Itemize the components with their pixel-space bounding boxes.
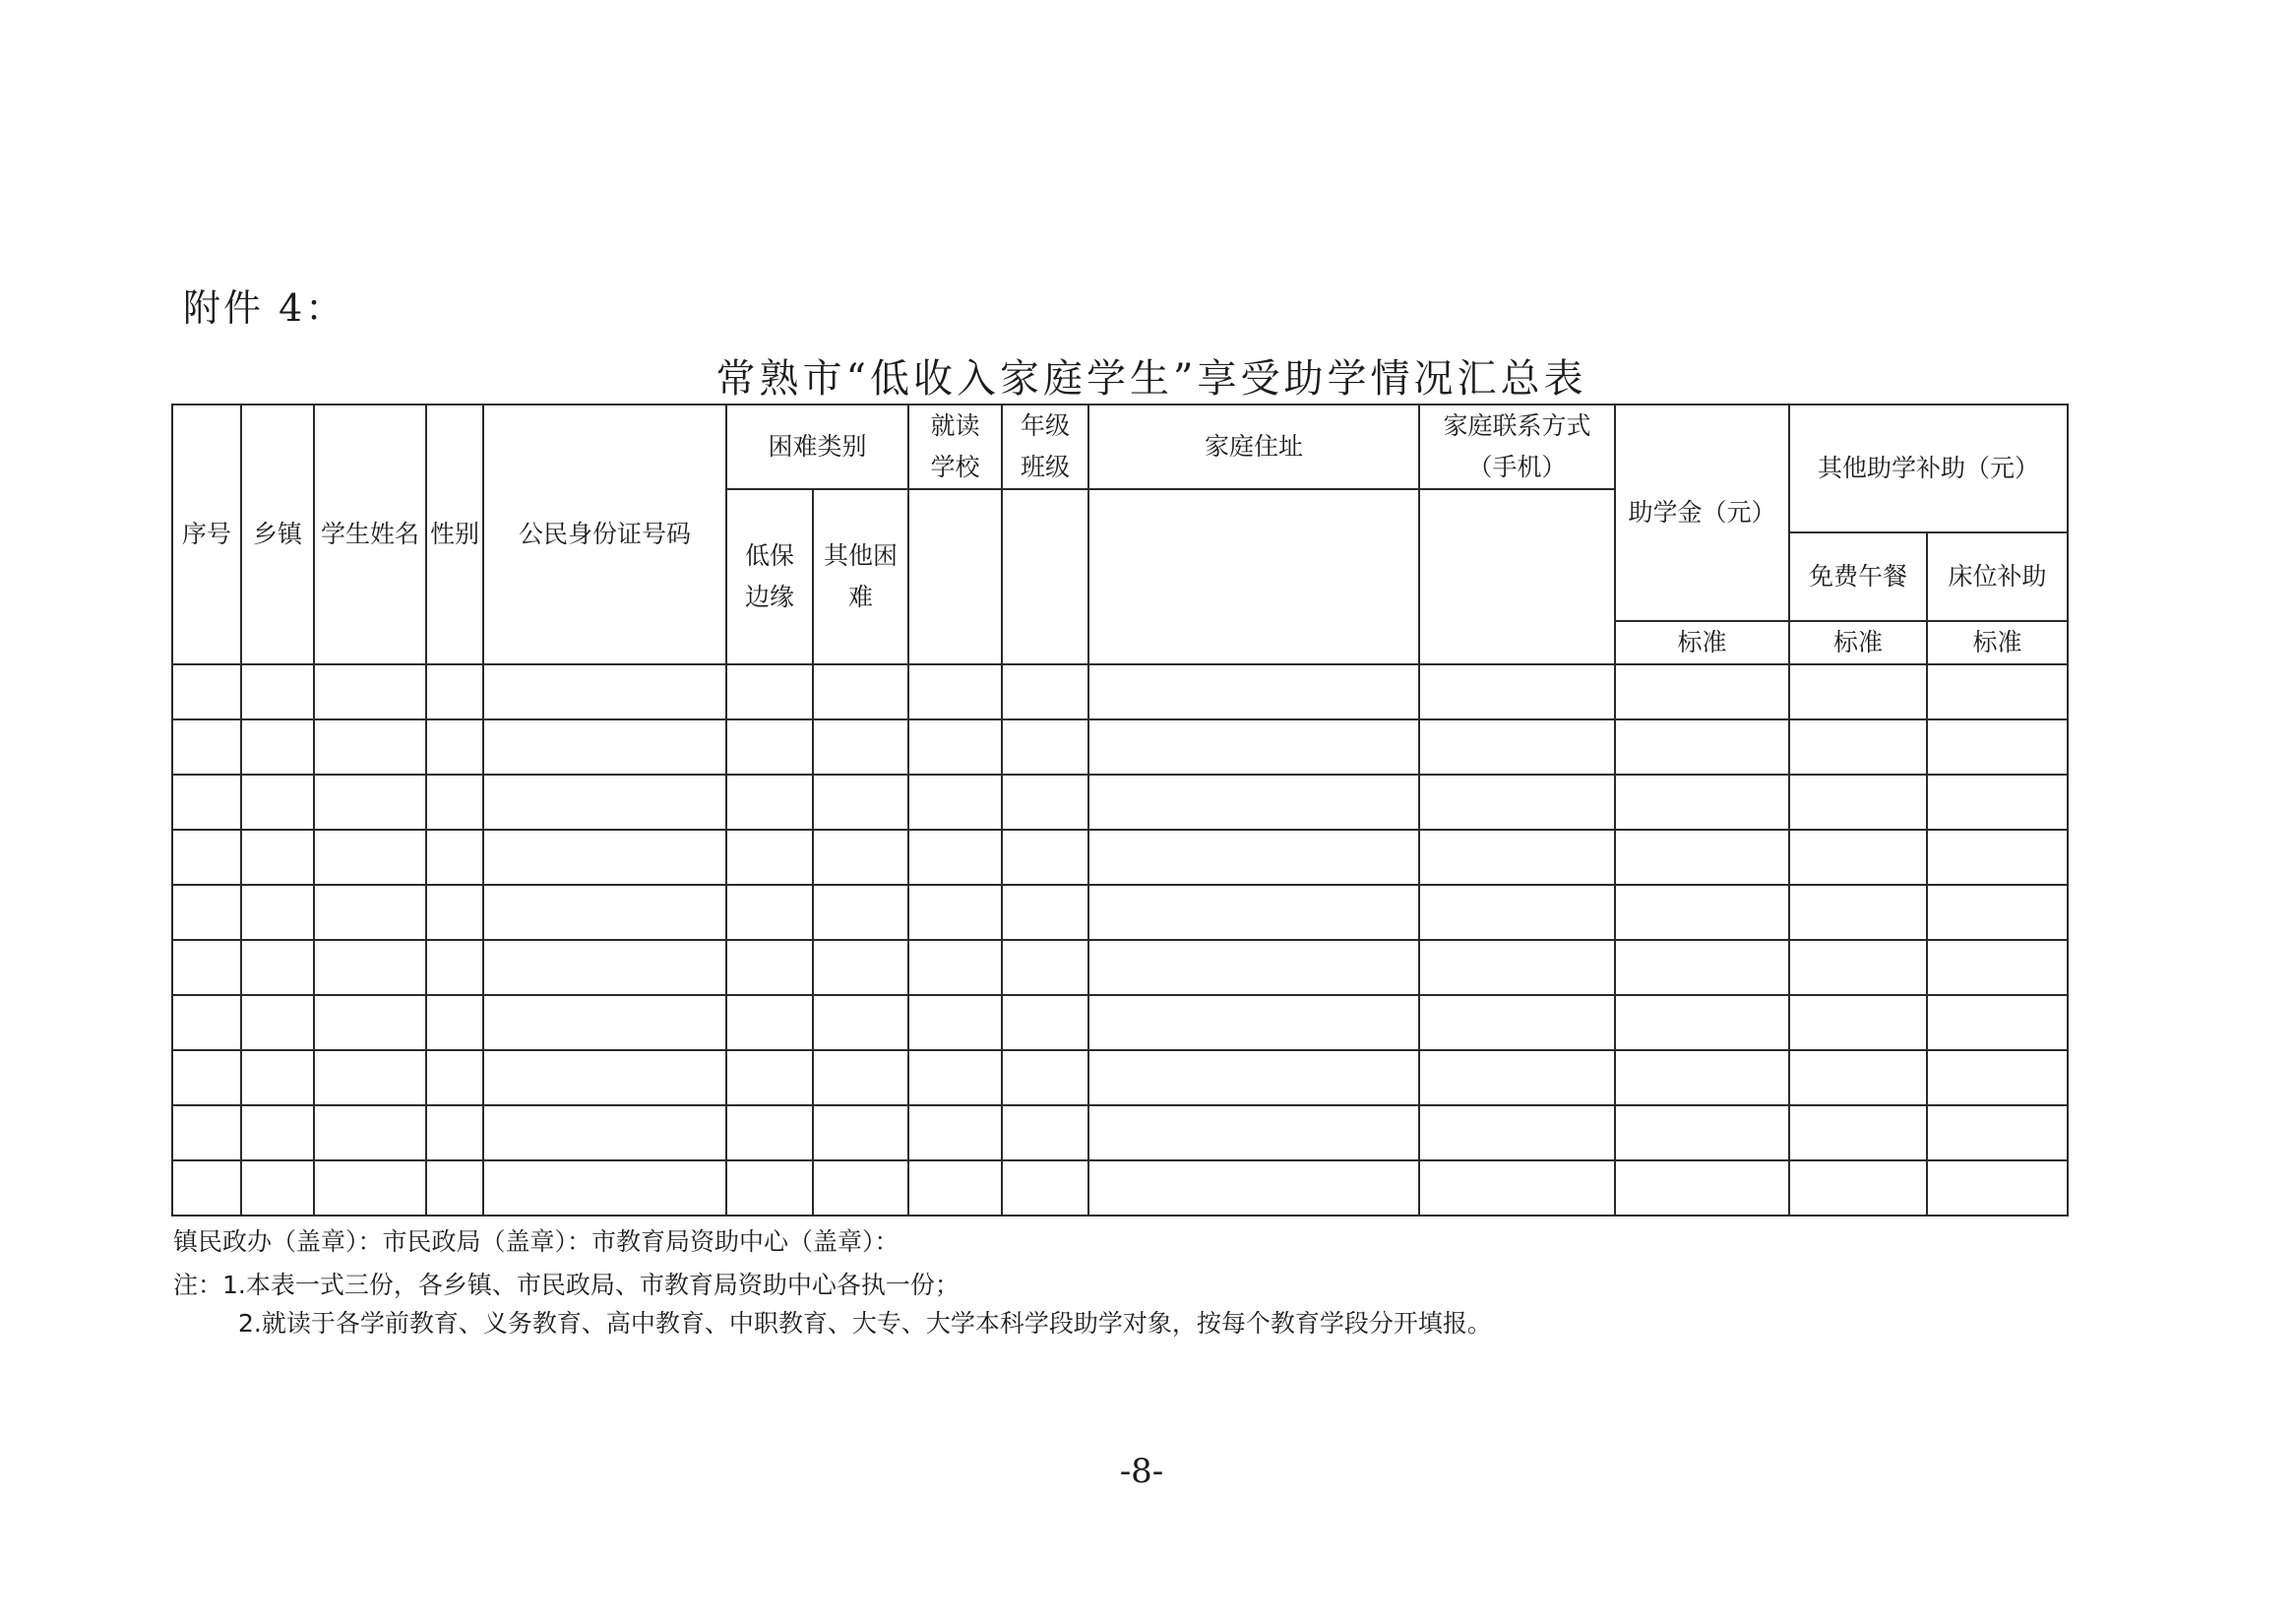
header-low-income-edge: 低保边缘 — [726, 489, 813, 664]
header-student-name: 学生姓名 — [314, 405, 426, 664]
table-cell[interactable] — [813, 1160, 908, 1216]
table-cell[interactable] — [726, 1160, 813, 1216]
table-cell[interactable] — [1002, 719, 1088, 775]
table-cell[interactable] — [1419, 664, 1615, 719]
table-cell[interactable] — [1789, 995, 1927, 1050]
table-cell[interactable] — [426, 830, 483, 885]
table-cell[interactable] — [172, 1105, 241, 1160]
table-cell[interactable] — [314, 1050, 426, 1105]
table-cell[interactable] — [1002, 940, 1088, 995]
table-cell[interactable] — [1419, 775, 1615, 830]
table-cell[interactable] — [1615, 1160, 1789, 1216]
table-cell[interactable] — [726, 830, 813, 885]
header-address-blank — [1088, 489, 1419, 664]
table-row — [172, 775, 2068, 830]
table-cell[interactable] — [1002, 1050, 1088, 1105]
table-cell[interactable] — [172, 719, 241, 775]
table-cell[interactable] — [483, 940, 726, 995]
table-cell[interactable] — [813, 1105, 908, 1160]
table-cell[interactable] — [1088, 1050, 1419, 1105]
table-cell[interactable] — [1927, 830, 2068, 885]
table-cell[interactable] — [314, 830, 426, 885]
table-cell[interactable] — [908, 940, 1002, 995]
header-grade-blank — [1002, 489, 1088, 664]
header-other-difficulty: 其他困难 — [813, 489, 908, 664]
table-cell[interactable] — [813, 775, 908, 830]
footer-note-2: 2.就读于各学前教育、义务教育、高中教育、中职教育、大专、大学本科学段助学对象，按每个教育学段分开填报。 — [238, 1309, 1492, 1338]
header-other-aid: 其他助学补助（元） — [1789, 405, 2068, 532]
table-cell[interactable] — [726, 1105, 813, 1160]
table-cell[interactable] — [483, 885, 726, 940]
header-seq: 序号 — [172, 405, 241, 664]
summary-table — [171, 404, 2069, 1216]
table-cell[interactable] — [1927, 664, 2068, 719]
header-bed-standard: 标准 — [1927, 621, 2068, 664]
table-cell[interactable] — [1615, 995, 1789, 1050]
table-cell[interactable] — [908, 1105, 1002, 1160]
table-cell[interactable] — [483, 719, 726, 775]
table-cell[interactable] — [1088, 719, 1419, 775]
table-cell[interactable] — [1002, 995, 1088, 1050]
table-cell[interactable] — [1789, 940, 1927, 995]
header-town: 乡镇 — [241, 405, 314, 664]
table-cell[interactable] — [483, 1050, 726, 1105]
table-cell[interactable] — [1088, 1105, 1419, 1160]
header-contact: 家庭联系方式（手机） — [1419, 405, 1615, 489]
header-gender: 性别 — [426, 405, 483, 664]
table-cell[interactable] — [1615, 775, 1789, 830]
table-row — [172, 1105, 2068, 1160]
table-cell[interactable] — [1088, 830, 1419, 885]
table-cell[interactable] — [483, 1105, 726, 1160]
table-cell[interactable] — [813, 885, 908, 940]
table-cell[interactable] — [172, 1160, 241, 1216]
table-cell[interactable] — [1419, 1160, 1615, 1216]
table-cell[interactable] — [241, 775, 314, 830]
table-cell[interactable] — [314, 775, 426, 830]
table-cell[interactable] — [1789, 885, 1927, 940]
table-cell[interactable] — [1615, 830, 1789, 885]
table-cell[interactable] — [241, 830, 314, 885]
table-row — [172, 940, 2068, 995]
table-cell[interactable] — [1002, 664, 1088, 719]
header-grant: 助学金（元） — [1615, 405, 1789, 621]
table-cell[interactable] — [172, 775, 241, 830]
table-cell[interactable] — [1615, 664, 1789, 719]
table-cell[interactable] — [314, 885, 426, 940]
table-cell[interactable] — [1789, 719, 1927, 775]
table-cell[interactable] — [1419, 995, 1615, 1050]
table-cell[interactable] — [1927, 1105, 2068, 1160]
table-cell[interactable] — [172, 995, 241, 1050]
table-cell[interactable] — [483, 1160, 726, 1216]
table-cell[interactable] — [813, 719, 908, 775]
table-cell[interactable] — [1002, 1105, 1088, 1160]
table-cell[interactable] — [726, 1050, 813, 1105]
table-cell[interactable] — [1615, 940, 1789, 995]
table-cell[interactable] — [426, 1160, 483, 1216]
table-cell[interactable] — [1789, 775, 1927, 830]
table-cell[interactable] — [908, 830, 1002, 885]
table-cell[interactable] — [241, 1105, 314, 1160]
table-cell[interactable] — [1927, 719, 2068, 775]
table-cell[interactable] — [1615, 885, 1789, 940]
table-cell[interactable] — [1088, 664, 1419, 719]
table-cell[interactable] — [426, 775, 483, 830]
header-school: 就读学校 — [908, 405, 1002, 489]
table-cell[interactable] — [241, 719, 314, 775]
table-cell[interactable] — [241, 664, 314, 719]
table-cell[interactable] — [426, 995, 483, 1050]
table-cell[interactable] — [241, 1160, 314, 1216]
table-row — [172, 719, 2068, 775]
table-cell[interactable] — [172, 1050, 241, 1105]
table-cell[interactable] — [483, 664, 726, 719]
table-cell[interactable] — [426, 885, 483, 940]
table-cell[interactable] — [172, 664, 241, 719]
table-cell[interactable] — [1927, 1160, 2068, 1216]
table-cell[interactable] — [241, 885, 314, 940]
table-cell[interactable] — [1615, 1050, 1789, 1105]
page-number: -8- — [1119, 1452, 1164, 1491]
table-cell[interactable] — [1615, 1105, 1789, 1160]
table-cell[interactable] — [314, 1160, 426, 1216]
table-cell[interactable] — [1002, 1160, 1088, 1216]
table-cell[interactable] — [726, 775, 813, 830]
table-cell[interactable] — [1419, 940, 1615, 995]
table-cell[interactable] — [426, 1105, 483, 1160]
table-cell[interactable] — [1419, 1105, 1615, 1160]
table-row — [172, 1050, 2068, 1105]
header-id-number: 公民身份证号码 — [483, 405, 726, 664]
footer-seals: 镇民政办（盖章）：市民政局（盖章）：市教育局资助中心（盖章）： — [173, 1227, 900, 1256]
table-cell[interactable] — [726, 664, 813, 719]
table-cell[interactable] — [908, 775, 1002, 830]
table-cell[interactable] — [483, 995, 726, 1050]
table-cell[interactable] — [172, 940, 241, 995]
table-cell[interactable] — [726, 995, 813, 1050]
table-cell[interactable] — [1419, 1050, 1615, 1105]
table-cell[interactable] — [1088, 775, 1419, 830]
table-cell[interactable] — [1927, 995, 2068, 1050]
table-cell[interactable] — [1789, 830, 1927, 885]
table-cell[interactable] — [172, 830, 241, 885]
table-cell[interactable] — [1419, 885, 1615, 940]
table-cell[interactable] — [314, 940, 426, 995]
table-cell[interactable] — [908, 1160, 1002, 1216]
table-cell[interactable] — [172, 885, 241, 940]
table-cell[interactable] — [1789, 664, 1927, 719]
table-row — [172, 995, 2068, 1050]
table-cell[interactable] — [1789, 1105, 1927, 1160]
header-grant-standard: 标准 — [1615, 621, 1789, 664]
page-title: 常熟市“低收入家庭学生”享受助学情况汇总表 — [715, 356, 1587, 402]
header-home-address: 家庭住址 — [1088, 405, 1419, 489]
header-contact-blank — [1419, 489, 1615, 664]
table-cell[interactable] — [314, 995, 426, 1050]
table-cell[interactable] — [1927, 1050, 2068, 1105]
table-cell[interactable] — [1088, 995, 1419, 1050]
table-cell[interactable] — [726, 885, 813, 940]
table-cell[interactable] — [1789, 1050, 1927, 1105]
table-cell[interactable] — [1927, 775, 2068, 830]
header-difficulty-category: 困难类别 — [726, 405, 908, 489]
table-cell[interactable] — [1002, 775, 1088, 830]
table-row — [172, 830, 2068, 885]
table-cell[interactable] — [241, 1050, 314, 1105]
table-cell[interactable] — [908, 1050, 1002, 1105]
table-cell[interactable] — [1615, 719, 1789, 775]
table-row — [172, 1160, 2068, 1216]
header-lunch-standard: 标准 — [1789, 621, 1927, 664]
table-cell[interactable] — [1088, 885, 1419, 940]
table-cell[interactable] — [813, 664, 908, 719]
table-cell[interactable] — [314, 719, 426, 775]
table-cell[interactable] — [1002, 885, 1088, 940]
table-cell[interactable] — [908, 664, 1002, 719]
table-row — [172, 885, 2068, 940]
table-cell[interactable] — [426, 664, 483, 719]
table-cell[interactable] — [483, 775, 726, 830]
table-cell[interactable] — [908, 995, 1002, 1050]
table-cell[interactable] — [1927, 885, 2068, 940]
table-cell[interactable] — [908, 719, 1002, 775]
table-cell[interactable] — [1002, 830, 1088, 885]
table-cell[interactable] — [241, 940, 314, 995]
table-cell[interactable] — [726, 940, 813, 995]
header-grade-class: 年级班级 — [1002, 405, 1088, 489]
table-cell[interactable] — [726, 719, 813, 775]
table-cell[interactable] — [908, 885, 1002, 940]
table-cell[interactable] — [426, 1050, 483, 1105]
table-cell[interactable] — [813, 940, 908, 995]
header-free-lunch: 免费午餐 — [1789, 532, 1927, 621]
table-cell[interactable] — [426, 940, 483, 995]
table-cell[interactable] — [241, 995, 314, 1050]
table-cell[interactable] — [1789, 1160, 1927, 1216]
table-cell[interactable] — [1088, 940, 1419, 995]
header-school-blank — [908, 489, 1002, 664]
footer-note-1: 注：1.本表一式三份，各乡镇、市民政局、市教育局资助中心各执一份； — [173, 1271, 960, 1299]
table-row — [172, 664, 2068, 719]
header-bed-subsidy: 床位补助 — [1927, 532, 2068, 621]
table-cell[interactable] — [813, 1050, 908, 1105]
table-cell[interactable] — [1088, 1160, 1419, 1216]
table-cell[interactable] — [1419, 719, 1615, 775]
table-cell[interactable] — [426, 719, 483, 775]
table-cell[interactable] — [813, 995, 908, 1050]
attachment-label: 附件 4： — [183, 286, 346, 330]
table-cell[interactable] — [483, 830, 726, 885]
table-cell[interactable] — [813, 830, 908, 885]
table-cell[interactable] — [1927, 940, 2068, 995]
table-cell[interactable] — [314, 1105, 426, 1160]
table-cell[interactable] — [314, 664, 426, 719]
table-cell[interactable] — [1419, 830, 1615, 885]
